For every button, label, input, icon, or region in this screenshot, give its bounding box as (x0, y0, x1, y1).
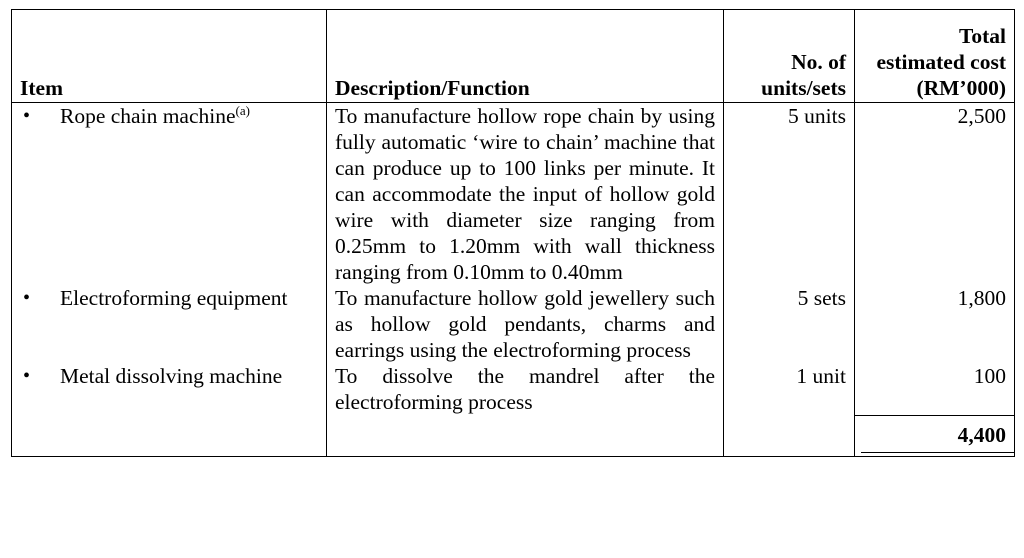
units-cell: 1 unit (724, 363, 855, 415)
total-cost-cell (855, 415, 1015, 456)
table-row (12, 363, 1015, 415)
header-description: Description/Function (327, 10, 724, 103)
units-cell: 5 sets (724, 285, 855, 363)
table-header-row (12, 10, 1015, 103)
header-item: Item (12, 10, 327, 103)
description-cell: To manufacture hollow rope chain by using fully automatic ‘wire to chain’ machine that can produce up to 100 links per minute. It can accommodate the input of hollow gold wire with diameter size ranging from 0.25mm to 1.20mm with wall thickness ranging from 0.10mm to 0.40mm (327, 103, 724, 286)
header-units: No. of units/sets (724, 10, 855, 103)
footnote-marker: (a) (235, 103, 250, 118)
table-row (12, 285, 1015, 363)
description-cell: To manufacture hollow gold jewellery such as hollow gold pendants, charms and earrings using the electroforming process (327, 285, 724, 363)
total-row (12, 415, 1015, 456)
cost-cell: 100 (855, 363, 1015, 415)
item-cell (12, 285, 327, 363)
header-total-cost: Total estimated cost (RM’000) (855, 10, 1015, 103)
total-empty-description (327, 415, 724, 456)
bullet: • (23, 105, 31, 127)
bullet: • (23, 287, 31, 309)
double-underline (861, 452, 1014, 453)
item-cell (12, 363, 327, 415)
estimated-cost-table (11, 9, 1015, 457)
description-cell: To dissolve the mandrel after the electroforming process (327, 363, 724, 415)
item-name: Metal dissolving machine (60, 364, 283, 388)
item-cell (12, 103, 327, 286)
total-empty-item (12, 415, 327, 456)
cost-cell: 1,800 (855, 285, 1015, 363)
bullet: • (23, 365, 31, 387)
total-value: 4,400 (957, 422, 1006, 447)
total-empty-units (724, 415, 855, 456)
item-name: Rope chain machine (60, 104, 236, 128)
cost-cell: 2,500 (855, 103, 1015, 286)
item-name: Electroforming equipment (60, 286, 288, 310)
table-row (12, 103, 1015, 286)
units-cell: 5 units (724, 103, 855, 286)
